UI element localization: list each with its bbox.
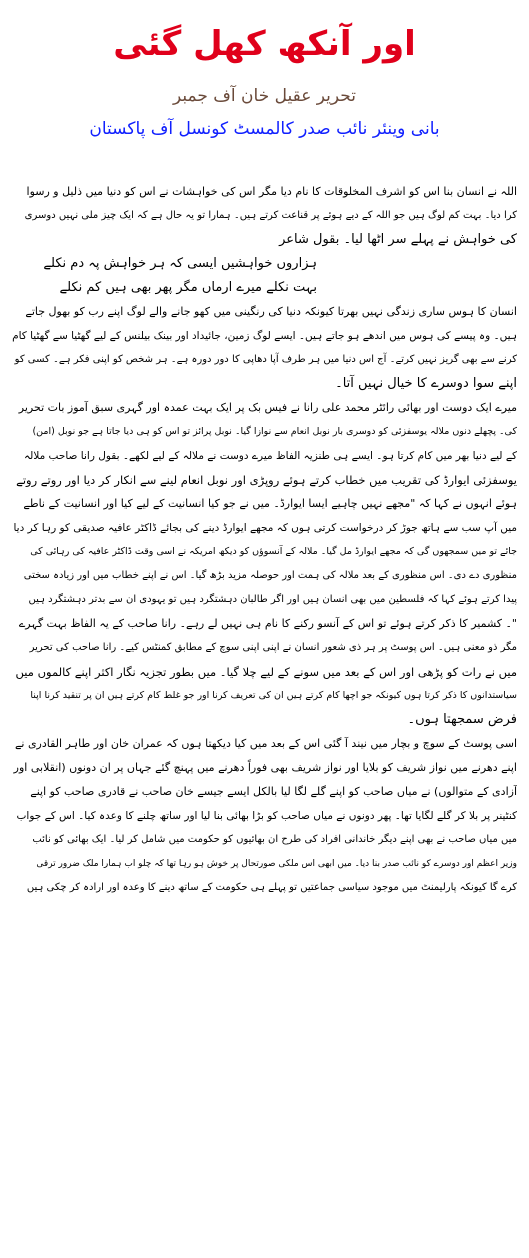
text-line: میرے ایک دوست اور بھائی رائٹر محمد علی رانا نے فیس بک پر ایک بہت عمدہ اور گہری سبق آموز بات تحریر: [18, 401, 517, 414]
text-line: کرے گا کیونکہ پارلیمنٹ میں موجود سیاسی جماعتیں تو پہلے ہی حکومت کے ساتھ دینے کا وعدہ اور ارادہ کر چکی ہیں: [26, 882, 517, 893]
text-line: میں میاں صاحب نے بھی اپنے دیگر خاندانی افراد کی طرح ان بھائیوں کو حکومت میں شامل کر لیا۔ ایک بھائی کو نائب: [32, 834, 517, 845]
paragraph: [12, 396, 517, 732]
text-line: میں نے رات کو پڑھی اور اس کے بعد میں سونے کے لیے چلا گیا۔ میں بطور تجزیہ نگار اکثر اپنے کالموں میں: [15, 665, 517, 679]
text-line: اسی پوسٹ کے سوچ و بچار میں نیند آ گئی اس کے بعد میں کیا دیکھتا ہوں کہ عمران خان اور طاہر القادری نے: [14, 737, 517, 750]
text-line: کنٹینر پر بلا کر گلے لگایا تھا۔ پھر دونوں نے میاں صاحب کو بڑا بھائی بنا لیا اور ساتھ چلنے کا وعدہ کیا۔ اس کے جواب: [16, 810, 517, 822]
article-title: اور آنکھ کھل گئی: [113, 24, 416, 64]
text-line: میں آپ سب سے ہاتھ جوڑ کر درخواست کرتی ہوں کہ مجھے ایوارڈ دینے کی بجائے ڈاکٹر عافیہ صدیقی کو رہا کر دیا: [13, 522, 517, 534]
text-line: جائے تو میں سمجھوں گی کہ مجھے ایوارڈ مل گیا۔ ملالہ کے آنسوؤں کو دیکھ امریکہ نے اسی وقت ڈاکٹر عافیہ کی رہائی کی: [30, 546, 517, 557]
text-line: مگر ذو معنی ہیں۔ اس پوسٹ پر ہر ذی شعور انسان نے اپنی اپنی سوچ کے مطابق کمنٹس کیے۔ رانا صاحب کی تحریر: [29, 642, 517, 653]
text-line: ہوئے انہوں نے کہا کہ "مجھے نہیں چاہیے ایسا ایوارڈ۔ میں نے جو کیا انسانیت کے لیے کیا اور انسانیت کے ناطے: [23, 497, 517, 510]
paragraph: [12, 732, 517, 900]
text-line: کے لیے دنیا بھر میں کام کرتا ہو۔ ایسے ہی طنزیہ الفاظ میرے دوست نے ملالہ کے لیے لکھے۔ بقول رانا صاحب ملالہ: [23, 450, 517, 462]
verse-line: بہت نکلے میرے ارماں مگر پھر بھی ہیں کم نکلے: [59, 280, 317, 295]
text-line: منظوری دے دی۔ اس منظوری کے بعد ملالہ کی ہمت اور حوصلہ مزید بڑھ گیا۔ اس نے اپنے خطاب میں اور زیادہ سختی: [23, 570, 517, 581]
text-line: انسان کا ہوس ساری زندگی نہیں بھرتا کیونکہ دنیا کی رنگینی میں کھو جانے والے لوگ اپنے رب کو بھول جاتے: [25, 305, 517, 318]
author-byline: تحریر عقیل خان آف جمبر: [173, 86, 356, 106]
text-line: کی۔ پچھلے دنوں ملالہ یوسفزئی کو دوسری بار نوبل انعام سے نوازا گیا۔ نوبل پرائز تو اس کو ہی دیا جاتا ہے جو نوبل (امن): [32, 426, 517, 437]
article-body: [12, 180, 517, 900]
text-line: اپنے دھرنے میں نواز شریف کو بلایا اور نواز شریف بھی فوراً دھرنے میں پہنچ گئے جہاں پر ان دونوں (انقلابی اور: [13, 761, 517, 774]
text-line: کی خواہش نے پہلے سر اٹھا لیا۔ بقول شاعر: [279, 232, 517, 247]
verse-block: [12, 252, 517, 300]
author-role: بانی وینئر نائب صدر کالمسٹ کونسل آف پاکستان: [89, 119, 440, 139]
paragraph: [12, 300, 517, 396]
text-line: یوسفزئی ایوارڈ کی تقریب میں خطاب کرتے ہوئے روپڑی اور نوبل انعام لینے سے انکار کر دیا اور روتے روتے: [16, 473, 517, 487]
text-line: آزادی کے متوالوں) نے میاں صاحب کو اپنے گلے لگا لیا بالکل ایسے جیسے خان صاحب نے قادری صاحب کو اپنے: [30, 785, 517, 798]
text-line: کرنے سے بھی گریز نہیں کرتے۔ آج اس دنیا میں ہر طرف آپا دھاپی کا دور دورہ ہے۔ ہر شخص کو اپنی فکر ہے۔ کسی کو: [14, 354, 517, 365]
text-line: کرا دیا۔ بہت کم لوگ ہیں جو اللہ کے دیے ہوئے پر قناعت کرتے ہیں۔ ہمارا تو یہ حال ہے کہ ایک چیز ملی نہیں دوسری: [24, 210, 517, 221]
verse-line: ہزاروں خواہشیں ایسی کہ ہر خواہش پہ دم نکلے: [43, 256, 317, 271]
text-line: فرض سمجھتا ہوں۔: [407, 712, 517, 727]
paragraph: [12, 180, 517, 252]
text-line: ہیں۔ وہ پیسے کی ہوس میں اندھے ہو جاتے ہیں۔ ایسے لوگ زمین، جائیداد اور بینک بیلنس کے لیے گھٹیا سے گھٹیا کام: [12, 330, 517, 342]
text-line: سیاستدانوں کا ذکر کرتا ہوں کیونکہ جو اچھا کام کرتے ہیں ان کی تعریف کرنا اور جو غلط کام کرتے ہیں ان پر تنقید کرنا اپنا: [30, 690, 517, 701]
text-line: وزیر اعظم اور دوسرے کو نائب صدر بنا دیا۔ میں ابھی اس ملکی صورتحال پر خوش ہو رہا تھا کہ چلو اب ہمارا ملک ضرور ترقی: [36, 859, 517, 869]
text-line: اللہ نے انسان بنا اس کو اشرف المخلوقات کا نام دیا مگر اس کی خواہشات نے اس کو دنیا میں ذلیل و رسوا: [26, 185, 517, 198]
text-line: اپنے سوا دوسرے کا خیال نہیں آتا۔: [335, 376, 517, 391]
text-line: پیدا کرتے ہوئے کہا کہ فلسطین میں بھی انسان ہیں اور اگر طالبان دہشتگرد ہیں تو یہودی ان سے بدتر دہشتگرد ہیں: [28, 594, 517, 605]
text-line: "۔ کشمیر کا ذکر کرتے ہوئے تو اس کے آنسو رکنے کا نام ہی نہیں لے رہے۔ رانا صاحب کے یہ الفاظ بہت گہرے: [18, 617, 517, 630]
